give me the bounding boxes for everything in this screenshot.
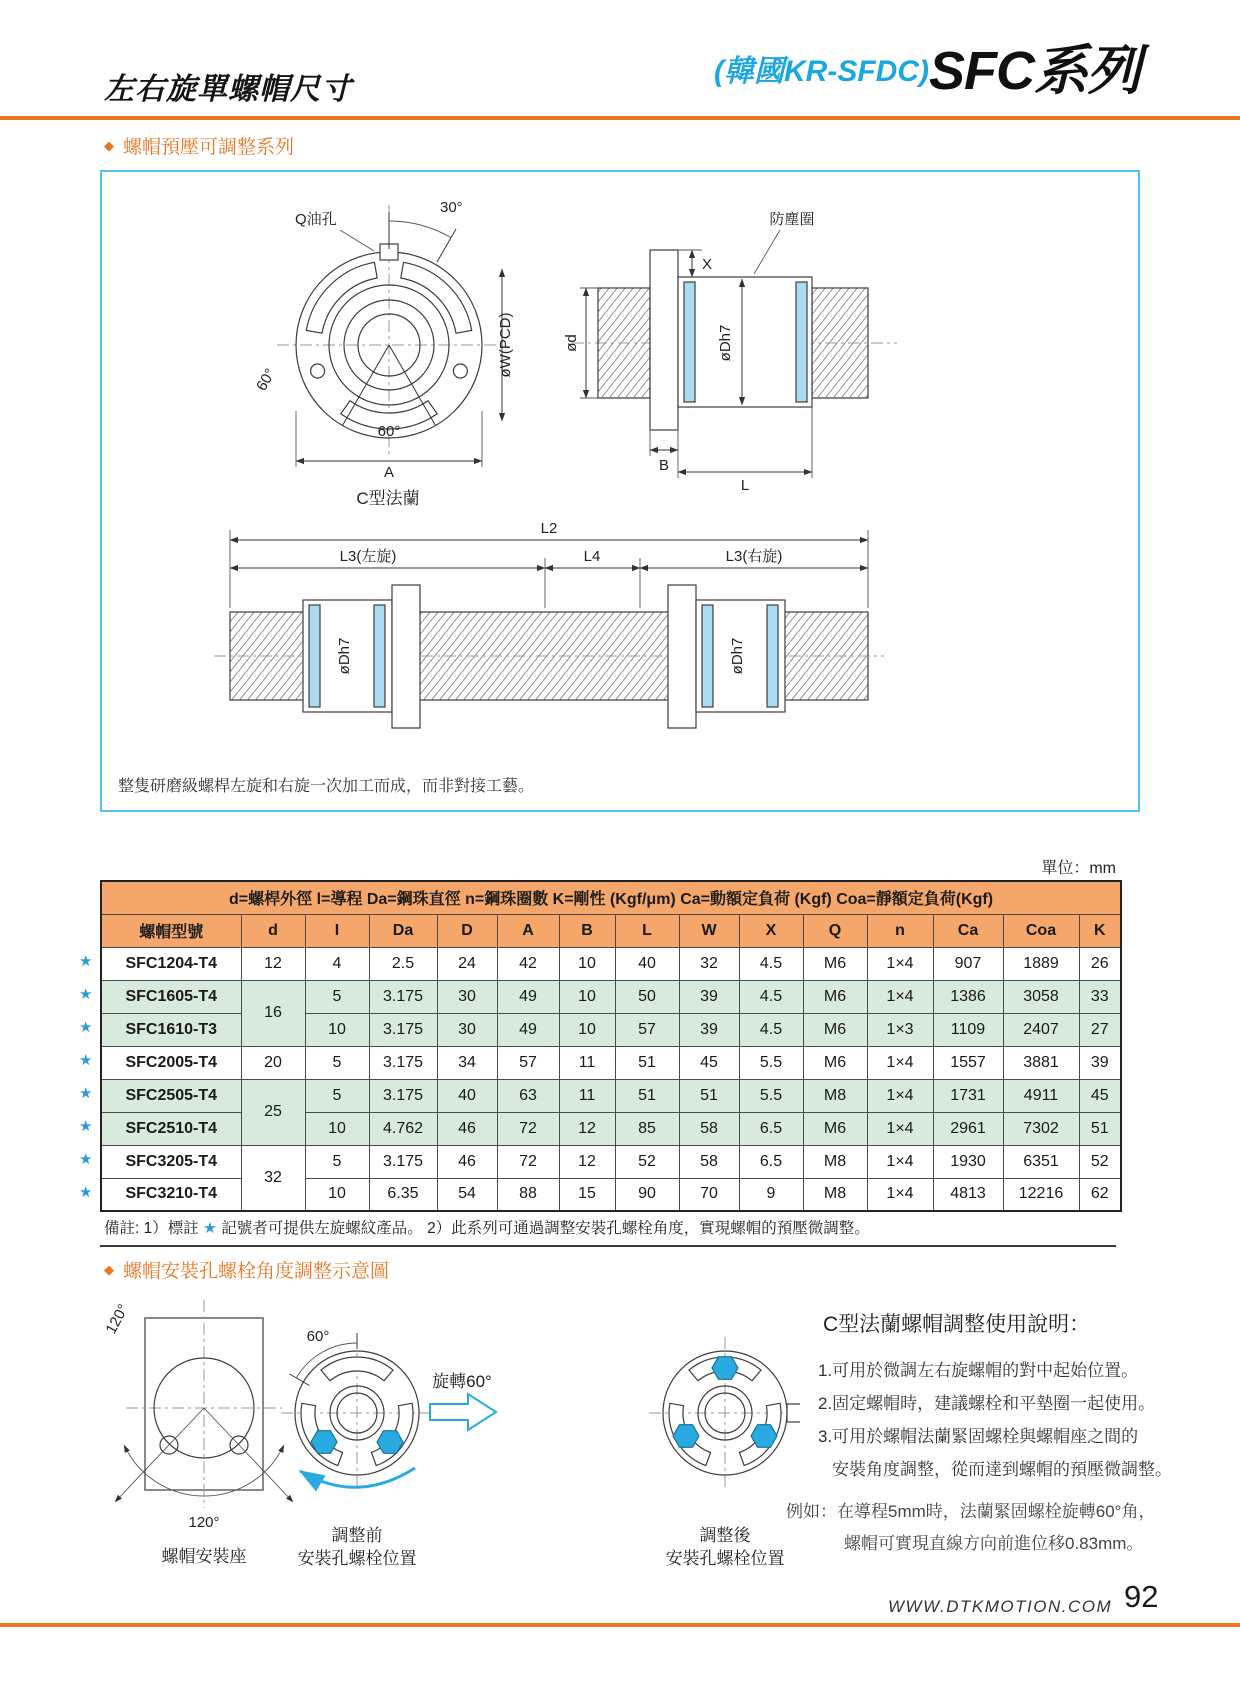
column-header-螺帽型號: 螺帽型號 bbox=[101, 914, 241, 947]
cell-model: SFC3205-T4 bbox=[101, 1145, 241, 1178]
table-row-SFC3205-T4 bbox=[101, 1145, 1121, 1178]
cell-n: 1×4 bbox=[867, 1046, 933, 1079]
cell-Q: M8 bbox=[803, 1079, 867, 1112]
brand-header bbox=[714, 41, 1140, 101]
column-header-n: n bbox=[867, 914, 933, 947]
cell-K: 33 bbox=[1079, 980, 1121, 1013]
cell-I: 10 bbox=[305, 1112, 369, 1145]
diamond-icon: ◆ bbox=[104, 1262, 114, 1277]
cell-X: 5.5 bbox=[739, 1079, 803, 1112]
cell-Da: 3.175 bbox=[369, 980, 437, 1013]
label-dim-l3-left: L3(左旋) bbox=[339, 548, 397, 565]
instruction-line-1: 1.可用於微調左右旋螺帽的對中起始位置。 bbox=[818, 1361, 1139, 1380]
label-before-2: 安裝孔螺栓位置 bbox=[297, 1549, 417, 1568]
label-dia-dh7: øDh7 bbox=[717, 324, 734, 362]
label-w-pcd: øW(PCD) bbox=[497, 312, 514, 378]
cell-K: 51 bbox=[1079, 1112, 1121, 1145]
label-dim-l3-right: L3(右旋) bbox=[725, 548, 783, 565]
cell-model: SFC3210-T4 bbox=[101, 1178, 241, 1211]
cell-K: 45 bbox=[1079, 1079, 1121, 1112]
cell-Coa: 4911 bbox=[1003, 1079, 1079, 1112]
cell-A: 42 bbox=[497, 947, 559, 980]
cell-L: 57 bbox=[615, 1013, 679, 1046]
cell-K: 52 bbox=[1079, 1145, 1121, 1178]
label-dim-x: X bbox=[702, 256, 713, 273]
page-title: 左右旋單螺帽尺寸 bbox=[104, 73, 352, 106]
cell-model: SFC2505-T4 bbox=[101, 1079, 241, 1112]
cell-B: 11 bbox=[559, 1079, 615, 1112]
cell-Coa: 2407 bbox=[1003, 1013, 1079, 1046]
nut-mount-seat bbox=[115, 1300, 293, 1508]
cell-Q: M6 bbox=[803, 947, 867, 980]
cell-D: 30 bbox=[437, 1013, 497, 1046]
cell-D: 46 bbox=[437, 1112, 497, 1145]
section2-title-text: 螺帽安裝孔螺栓角度調整示意圖 bbox=[123, 1261, 390, 1282]
cell-X: 6.5 bbox=[739, 1145, 803, 1178]
cell-I: 5 bbox=[305, 1046, 369, 1079]
cell-B: 12 bbox=[559, 1145, 615, 1178]
cell-L: 52 bbox=[615, 1145, 679, 1178]
instructions-heading: C型法蘭螺帽調整使用說明： bbox=[823, 1313, 1091, 1336]
column-header-Da: Da bbox=[369, 914, 437, 947]
brand-prefix: (韓國KR-SFDC) bbox=[714, 55, 929, 88]
cell-B: 10 bbox=[559, 1013, 615, 1046]
cell-X: 9 bbox=[739, 1178, 803, 1211]
cell-X: 6.5 bbox=[739, 1112, 803, 1145]
label-dim-a: A bbox=[383, 464, 395, 481]
column-header-D: D bbox=[437, 914, 497, 947]
cell-Coa: 7302 bbox=[1003, 1112, 1079, 1145]
label-dim-b: B bbox=[658, 457, 670, 474]
cell-D: 34 bbox=[437, 1046, 497, 1079]
cell-W: 32 bbox=[679, 947, 739, 980]
star-icon: ★ bbox=[79, 953, 93, 970]
cell-I: 4 bbox=[305, 947, 369, 980]
example-line-2: 螺帽可實現直線方向前進位移0.83mm。 bbox=[844, 1534, 1144, 1553]
cell-D: 46 bbox=[437, 1145, 497, 1178]
cell-n: 1×4 bbox=[867, 1145, 933, 1178]
cell-X: 4.5 bbox=[739, 1013, 803, 1046]
cell-Coa: 1889 bbox=[1003, 947, 1079, 980]
table-row-SFC2005-T4 bbox=[101, 1046, 1121, 1079]
cell-d: 16 bbox=[241, 980, 305, 1046]
cell-B: 10 bbox=[559, 980, 615, 1013]
label-after-2: 安裝孔螺栓位置 bbox=[665, 1549, 785, 1568]
instruction-line-3: 3.可用於螺帽法蘭緊固螺栓與螺帽座之間的 bbox=[818, 1427, 1139, 1446]
cell-Q: M6 bbox=[803, 1046, 867, 1079]
label-60deg-left: 60° bbox=[253, 365, 280, 394]
page-number: 92 bbox=[1124, 1579, 1159, 1614]
cell-n: 1×3 bbox=[867, 1013, 933, 1046]
section1-title-text: 螺帽預壓可調整系列 bbox=[123, 137, 295, 158]
cell-L: 90 bbox=[615, 1178, 679, 1211]
spec-table-wrap bbox=[79, 880, 1116, 1212]
spec-table bbox=[100, 880, 1122, 1212]
cell-W: 39 bbox=[679, 980, 739, 1013]
column-header-I: I bbox=[305, 914, 369, 947]
adjustment-diagram bbox=[100, 1283, 800, 1583]
diamond-icon: ◆ bbox=[104, 138, 114, 153]
cell-A: 57 bbox=[497, 1046, 559, 1079]
column-header-A: A bbox=[497, 914, 559, 947]
cell-K: 27 bbox=[1079, 1013, 1121, 1046]
cell-B: 11 bbox=[559, 1046, 615, 1079]
cell-B: 12 bbox=[559, 1112, 615, 1145]
star-icon: ★ bbox=[203, 1220, 217, 1237]
cell-Ca: 1109 bbox=[933, 1013, 1003, 1046]
column-header-d: d bbox=[241, 914, 305, 947]
column-header-L: L bbox=[615, 914, 679, 947]
cell-d: 32 bbox=[241, 1145, 305, 1211]
section1-title bbox=[104, 132, 294, 159]
usage-instructions bbox=[783, 1308, 1173, 1560]
label-120deg-bottom: 120° bbox=[188, 1514, 220, 1531]
label-dia-dh7-left-nut: øDh7 bbox=[336, 637, 353, 675]
cell-B: 10 bbox=[559, 947, 615, 980]
column-header-Coa: Coa bbox=[1003, 914, 1079, 947]
cell-A: 88 bbox=[497, 1178, 559, 1211]
cell-Ca: 1731 bbox=[933, 1079, 1003, 1112]
label-c-flange: C型法蘭 bbox=[356, 489, 420, 508]
cell-Coa: 6351 bbox=[1003, 1145, 1079, 1178]
cell-W: 70 bbox=[679, 1178, 739, 1211]
example-line-1: 例如：在導程5mm時，法蘭緊固螺栓旋轉60°角， bbox=[786, 1502, 1156, 1521]
label-dim-l: L bbox=[740, 477, 750, 494]
cell-n: 1×4 bbox=[867, 1079, 933, 1112]
table-columns-row bbox=[101, 914, 1121, 947]
cell-Da: 6.35 bbox=[369, 1178, 437, 1211]
footer-rule bbox=[0, 1623, 1240, 1627]
cell-Da: 4.762 bbox=[369, 1112, 437, 1145]
cell-Q: M6 bbox=[803, 1112, 867, 1145]
column-header-K: K bbox=[1079, 914, 1121, 947]
cell-K: 39 bbox=[1079, 1046, 1121, 1079]
cell-Ca: 1930 bbox=[933, 1145, 1003, 1178]
cell-Ca: 1557 bbox=[933, 1046, 1003, 1079]
star-icon: ★ bbox=[79, 986, 93, 1003]
cell-Ca: 1386 bbox=[933, 980, 1003, 1013]
column-header-Q: Q bbox=[803, 914, 867, 947]
cell-X: 4.5 bbox=[739, 980, 803, 1013]
flange-after bbox=[649, 1337, 800, 1489]
cell-W: 58 bbox=[679, 1145, 739, 1178]
cell-n: 1×4 bbox=[867, 980, 933, 1013]
label-seat: 螺帽安裝座 bbox=[161, 1547, 247, 1566]
cell-model: SFC1610-T3 bbox=[101, 1013, 241, 1046]
instructions-list bbox=[783, 1354, 1173, 1486]
cell-Q: M6 bbox=[803, 980, 867, 1013]
flange-before bbox=[281, 1333, 433, 1489]
label-dia-dh7-right-nut: øDh7 bbox=[729, 637, 746, 675]
star-icon: ★ bbox=[79, 1052, 93, 1069]
cell-Coa: 12216 bbox=[1003, 1178, 1079, 1211]
column-header-B: B bbox=[559, 914, 615, 947]
star-icon: ★ bbox=[79, 1184, 93, 1201]
cell-model: SFC1605-T4 bbox=[101, 980, 241, 1013]
instruction-line-2: 2.固定螺帽時，建議螺栓和平墊圈一起使用。 bbox=[818, 1394, 1156, 1413]
unit-label: 單位：mm bbox=[1041, 860, 1116, 877]
cell-D: 40 bbox=[437, 1079, 497, 1112]
table-row-SFC1605-T4 bbox=[101, 980, 1121, 1013]
cell-I: 5 bbox=[305, 980, 369, 1013]
cell-K: 26 bbox=[1079, 947, 1121, 980]
cell-Ca: 907 bbox=[933, 947, 1003, 980]
label-rotate-60: 旋轉60° bbox=[432, 1372, 492, 1391]
cell-W: 51 bbox=[679, 1079, 739, 1112]
cell-Q: M8 bbox=[803, 1145, 867, 1178]
cell-A: 72 bbox=[497, 1145, 559, 1178]
cell-W: 58 bbox=[679, 1112, 739, 1145]
instruction-line-4: 安裝角度調整，從而達到螺帽的預壓微調整。 bbox=[832, 1460, 1172, 1479]
drawing-note: 整隻研磨級螺桿左旋和右旋一次加工而成，而非對接工藝。 bbox=[118, 778, 535, 795]
cell-Da: 2.5 bbox=[369, 947, 437, 980]
transition-arrow-icon bbox=[430, 1394, 496, 1430]
cell-Da: 3.175 bbox=[369, 1013, 437, 1046]
label-before-1: 調整前 bbox=[331, 1526, 383, 1545]
star-icon: ★ bbox=[79, 1019, 93, 1036]
header-rule bbox=[0, 116, 1240, 120]
label-dim-l2: L2 bbox=[540, 520, 558, 537]
cell-K: 62 bbox=[1079, 1178, 1121, 1211]
table-note-prefix: 備註: 1）標註 bbox=[104, 1220, 204, 1237]
table-note bbox=[104, 1216, 870, 1238]
column-header-Ca: Ca bbox=[933, 914, 1003, 947]
cell-L: 85 bbox=[615, 1112, 679, 1145]
cell-Da: 3.175 bbox=[369, 1079, 437, 1112]
cell-L: 51 bbox=[615, 1079, 679, 1112]
cell-model: SFC1204-T4 bbox=[101, 947, 241, 980]
table-legend: d=螺桿外徑 l=導程 Da=鋼珠直徑 n=鋼珠圈數 K=剛性 (Kgf/μm) Ca=動額定負荷 (Kgf) Coa=靜額定負荷(Kgf) bbox=[101, 881, 1121, 914]
cell-model: SFC2005-T4 bbox=[101, 1046, 241, 1079]
cell-L: 51 bbox=[615, 1046, 679, 1079]
cell-n: 1×4 bbox=[867, 1178, 933, 1211]
label-after-1: 調整後 bbox=[699, 1526, 751, 1545]
cell-A: 49 bbox=[497, 1013, 559, 1046]
cell-I: 10 bbox=[305, 1013, 369, 1046]
cell-n: 1×4 bbox=[867, 947, 933, 980]
cell-Q: M8 bbox=[803, 1178, 867, 1211]
label-120deg-top: 120° bbox=[102, 1301, 133, 1337]
technical-drawing bbox=[102, 172, 1138, 764]
column-header-X: X bbox=[739, 914, 803, 947]
label-60deg: 60° bbox=[306, 1328, 330, 1345]
cell-model: SFC2510-T4 bbox=[101, 1112, 241, 1145]
column-header-W: W bbox=[679, 914, 739, 947]
cell-Coa: 3058 bbox=[1003, 980, 1079, 1013]
cell-I: 10 bbox=[305, 1178, 369, 1211]
star-icon: ★ bbox=[79, 1085, 93, 1102]
cell-W: 45 bbox=[679, 1046, 739, 1079]
cell-Ca: 4813 bbox=[933, 1178, 1003, 1211]
label-dust-seal: 防塵圈 bbox=[769, 211, 815, 228]
table-note-suffix: 記號者可提供左旋螺紋產品。 2）此系列可通過調整安裝孔螺栓角度，實現螺帽的預壓微調整。 bbox=[216, 1220, 870, 1237]
star-icon: ★ bbox=[79, 1118, 93, 1135]
cell-Q: M6 bbox=[803, 1013, 867, 1046]
section2-title bbox=[104, 1256, 389, 1283]
label-60deg-bottom: 60° bbox=[377, 423, 401, 440]
cell-X: 5.5 bbox=[739, 1046, 803, 1079]
cell-D: 30 bbox=[437, 980, 497, 1013]
label-dim-l4: L4 bbox=[583, 548, 601, 565]
star-icon: ★ bbox=[79, 1151, 93, 1168]
shaft-long-view bbox=[214, 530, 884, 728]
instructions-example bbox=[783, 1496, 1173, 1560]
cell-X: 4.5 bbox=[739, 947, 803, 980]
cell-D: 54 bbox=[437, 1178, 497, 1211]
nut-side-view bbox=[572, 230, 897, 478]
cell-I: 5 bbox=[305, 1145, 369, 1178]
cell-n: 1×4 bbox=[867, 1112, 933, 1145]
cell-L: 40 bbox=[615, 947, 679, 980]
cell-L: 50 bbox=[615, 980, 679, 1013]
cell-A: 49 bbox=[497, 980, 559, 1013]
cell-B: 15 bbox=[559, 1178, 615, 1211]
table-row-SFC1204-T4 bbox=[101, 947, 1121, 980]
cell-A: 63 bbox=[497, 1079, 559, 1112]
table-legend-row bbox=[101, 881, 1121, 914]
cell-Da: 3.175 bbox=[369, 1145, 437, 1178]
section-divider bbox=[100, 1245, 1116, 1247]
label-oil-hole: Q油孔 bbox=[295, 211, 337, 228]
cell-d: 12 bbox=[241, 947, 305, 980]
label-30deg: 30° bbox=[440, 199, 463, 216]
cell-D: 24 bbox=[437, 947, 497, 980]
cell-I: 5 bbox=[305, 1079, 369, 1112]
footer-url: WWW.DTKMOTION.COM bbox=[888, 1597, 1113, 1616]
table-row-SFC2505-T4 bbox=[101, 1079, 1121, 1112]
technical-drawing-box bbox=[100, 170, 1140, 812]
cell-A: 72 bbox=[497, 1112, 559, 1145]
cell-Ca: 2961 bbox=[933, 1112, 1003, 1145]
cell-Da: 3.175 bbox=[369, 1046, 437, 1079]
cell-Coa: 3881 bbox=[1003, 1046, 1079, 1079]
cell-d: 25 bbox=[241, 1079, 305, 1145]
label-dia-d: ød bbox=[563, 334, 580, 352]
cell-W: 39 bbox=[679, 1013, 739, 1046]
cell-d: 20 bbox=[241, 1046, 305, 1079]
brand-series: SFC系列 bbox=[929, 41, 1140, 101]
